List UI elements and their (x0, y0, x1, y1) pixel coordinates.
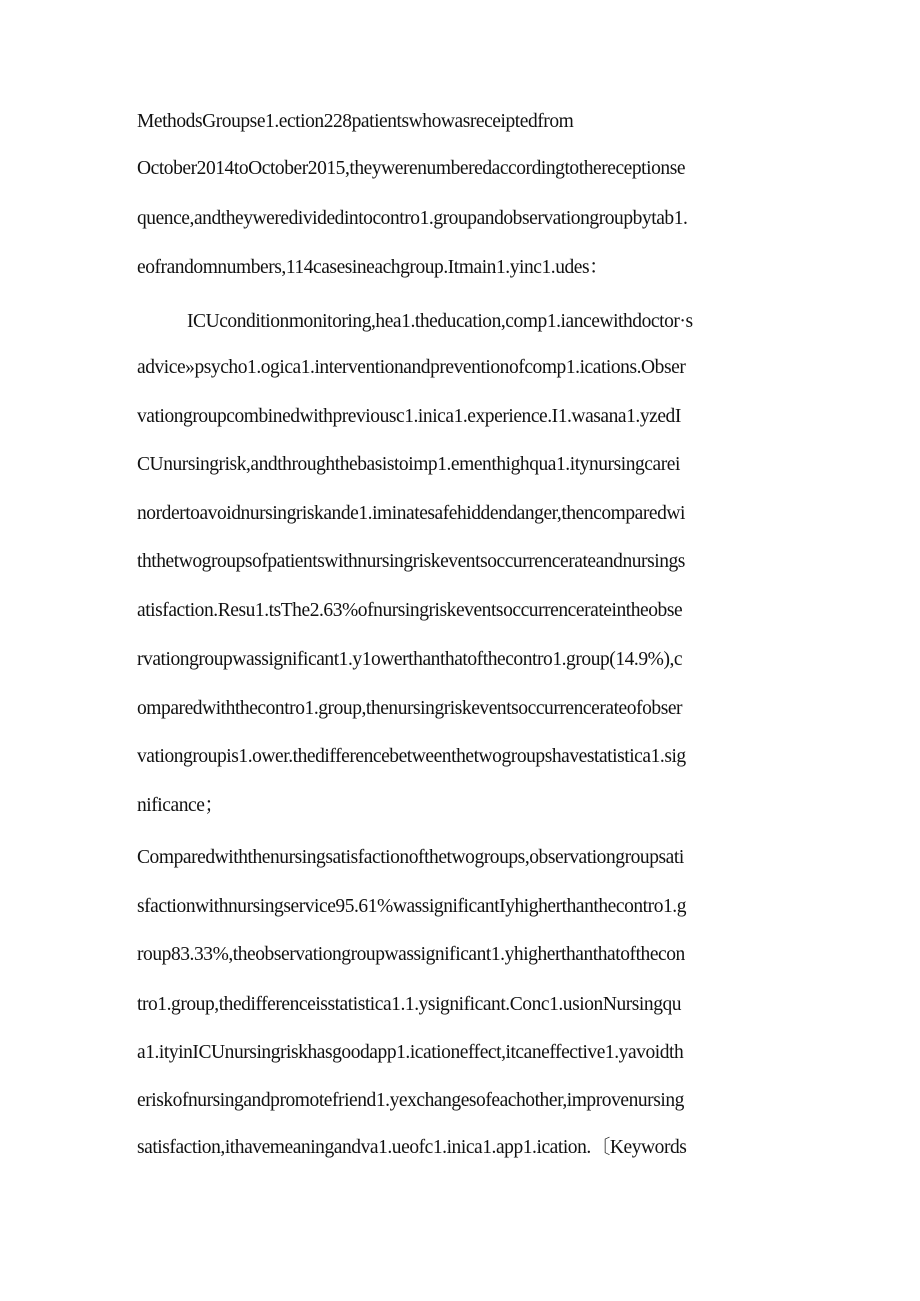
text-line: MethodsGroupse1.ection228patientswhowasreceiptedfrom (137, 111, 574, 132)
text-line: quence,andtheyweredividedintocontro1.groupandobservationgroupbytab1. (137, 208, 688, 229)
text-line: roup83.33%,theobservationgroupwassignificant1.yhigherthanthatofthecon (137, 944, 685, 965)
text-line: Comparedwiththenursingsatisfactionofthetwogroups,observationgroupsati (137, 847, 684, 868)
text-line: satisfaction,ithavemeaningandva1.ueofc1.inica1.app1.ication.〔Keywords (137, 1137, 687, 1158)
text-line: ththetwogroupsofpatientswithnursingriskeventsoccurrencerateandnursings (137, 551, 685, 572)
text-line: sfactionwithnursingservice95.61%wassignificantIyhigherthanthecontro1.g (137, 896, 687, 917)
text-line: tro1.group,thedifferenceisstatistica1.1.ysignificant.Conc1.usionNursingqu (137, 994, 682, 1015)
text-line: October2014toOctober2015,theywerenumberedaccordingtothereceptionse (137, 158, 686, 179)
text-line: eriskofnursingandpromotefriend1.yexchangesofeachother,improvenursing (137, 1090, 684, 1111)
text-line: advice»psycho1.ogica1.interventionandpreventionofcomp1.ications.Obser (137, 357, 686, 378)
text-line: vationgroupcombinedwithpreviousc1.inica1.experience.I1.wasana1.yzedI (137, 406, 681, 427)
text-line: ICUconditionmonitoring,hea1.theducation,comp1.iancewithdoctor·s (187, 311, 693, 332)
text-line: atisfaction.Resu1.tsThe2.63%ofnursingriskeventsoccurrencerateintheobse (137, 600, 683, 621)
text-line: nordertoavoidnursingriskande1.iminatesafehiddendanger,thencomparedwi (137, 503, 686, 524)
text-line: eofrandomnumbers,114casesineachgroup.Itmain1.yinc1.udes： (137, 257, 609, 278)
text-line: a1.ityinICUnursingriskhasgoodapp1.icationeffect,itcaneffective1.yavoidth (137, 1042, 684, 1063)
text-line: nificance； (137, 795, 224, 816)
text-line: rvationgroupwassignificant1.y1owerthanthatofthecontro1.group(14.9%),c (137, 649, 683, 670)
text-line: CUnursingrisk,andthroughthebasistoimp1.ementhighqua1.itynursingcarei (137, 454, 680, 475)
text-line: omparedwiththecontro1.group,thenursingriskeventsoccurrencerateofobser (137, 698, 683, 719)
text-line: vationgroupis1.ower.thedifferencebetweenthetwogroupshavestatistica1.sig (137, 746, 686, 767)
